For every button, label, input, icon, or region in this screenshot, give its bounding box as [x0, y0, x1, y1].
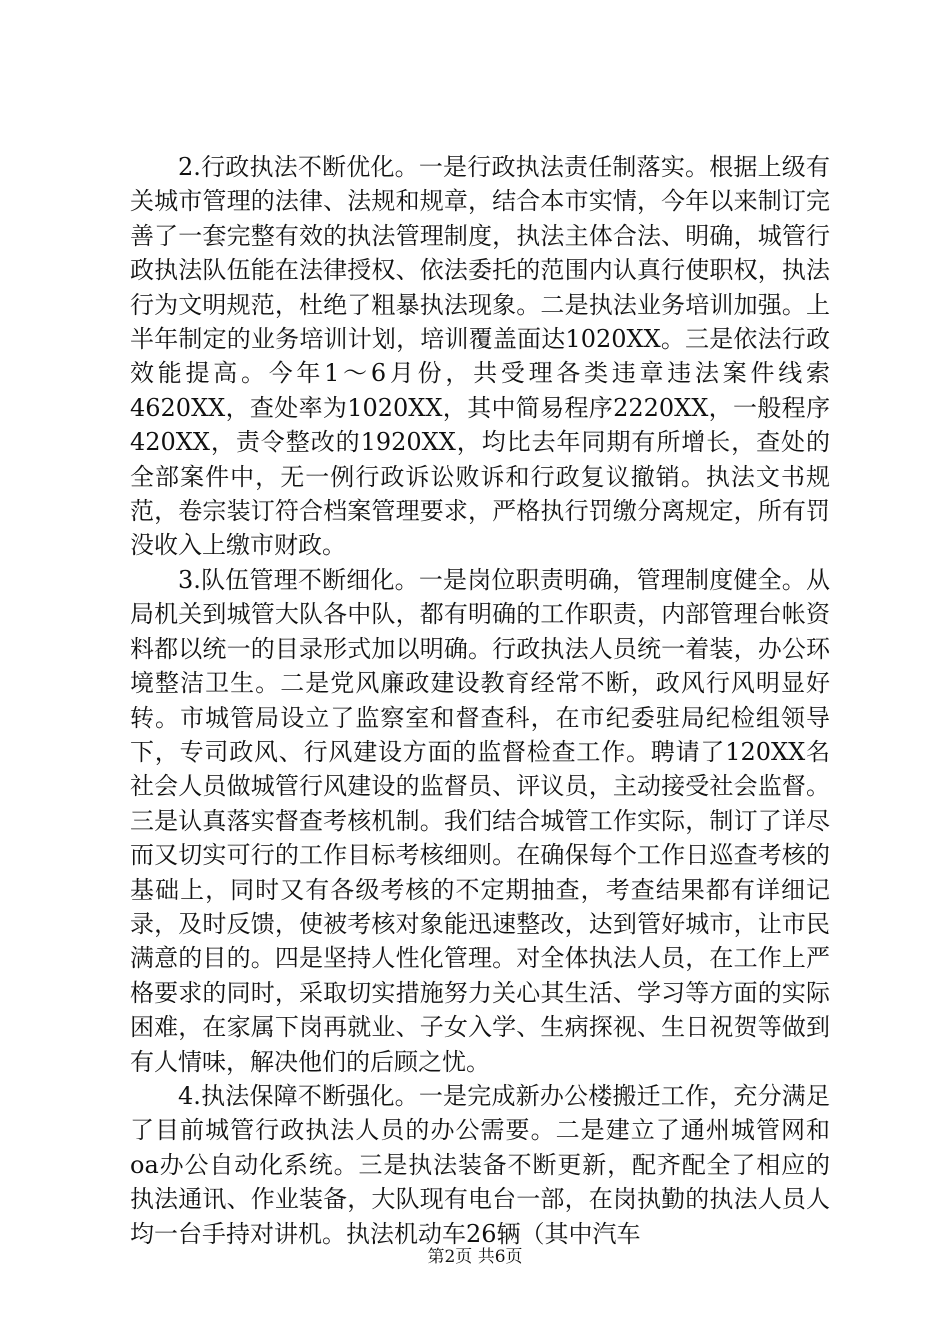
paragraph-law-enforcement: 2.行政执法不断优化。一是行政执法责任制落实。根据上级有关城市管理的法律、法规和规章，结合本市实情，今年以来制订完善了一套完整有效的执法管理制度，执法主体合法、明确，城管行政执法队伍能在法律授权、依法委托的范围内认真行使职权，执法行为文明规范，杜绝了粗暴执法现象。二是执法业务培训加强。上半年制定的业务培训计划，培训覆盖面达1020XX。三是依法行政效能提高。今年1～6月份，共受理各类违章违法案件线索4620XX，查处率为1020XX，其中简易程序2220XX，一般程序420XX，责令整改的1920XX，均比去年同期有所增长，查处的全部案件中，无一例行政诉讼败诉和行政复议撤销。执法文书规范，卷宗装订符合档案管理要求，严格执行罚缴分离规定，所有罚没收入上缴市财政。 — [130, 153, 830, 560]
paragraph-enforcement-support: 4.执法保障不断强化。一是完成新办公楼搬迁工作，充分满足了目前城管行政执法人员的办公需要。二是建立了通州城管网和oa办公自动化系统。三是执法装备不断更新，配齐配全了相应的执法通讯、作业装备，大队现有电台一部，在岗执勤的执法人员人均一台手持对讲机。执法机动车26辆（其中汽车 — [130, 1081, 830, 1248]
document-body — [130, 150, 830, 1251]
page-footer: 第2页 共6页 — [427, 1247, 523, 1267]
paragraph-team-management: 3.队伍管理不断细化。一是岗位职责明确，管理制度健全。从局机关到城管大队各中队，都有明确的工作职责，内部管理台帐资料都以统一的目录形式加以明确。行政执法人员统一着装，办公环境整洁卫生。二是党风廉政建设教育经常不断，政风行风明显好转。市城管局设立了监察室和督查科，在市纪委驻局纪检组领导下，专司政风、行风建设方面的监督检查工作。聘请了120XX名社会人员做城管行风建设的监督员、评议员，主动接受社会监督。三是认真落实督查考核机制。我们结合城管工作实际，制订了详尽而又切实可行的工作目标考核细则。在确保每个工作日巡查考核的基础上，同时又有各级考核的不定期抽查，考查结果都有详细记录，及时反馈，使被考核对象能迅速整改，达到管好城市，让市民满意的目的。四是坚持人性化管理。对全体执法人员，在工作上严格要求的同时，采取切实措施努力关心其生活、学习等方面的实际困难，在家属下岗再就业、子女入学、生病探视、生日祝贺等做到有人情味，解决他们的后顾之忧。 — [130, 565, 830, 1076]
